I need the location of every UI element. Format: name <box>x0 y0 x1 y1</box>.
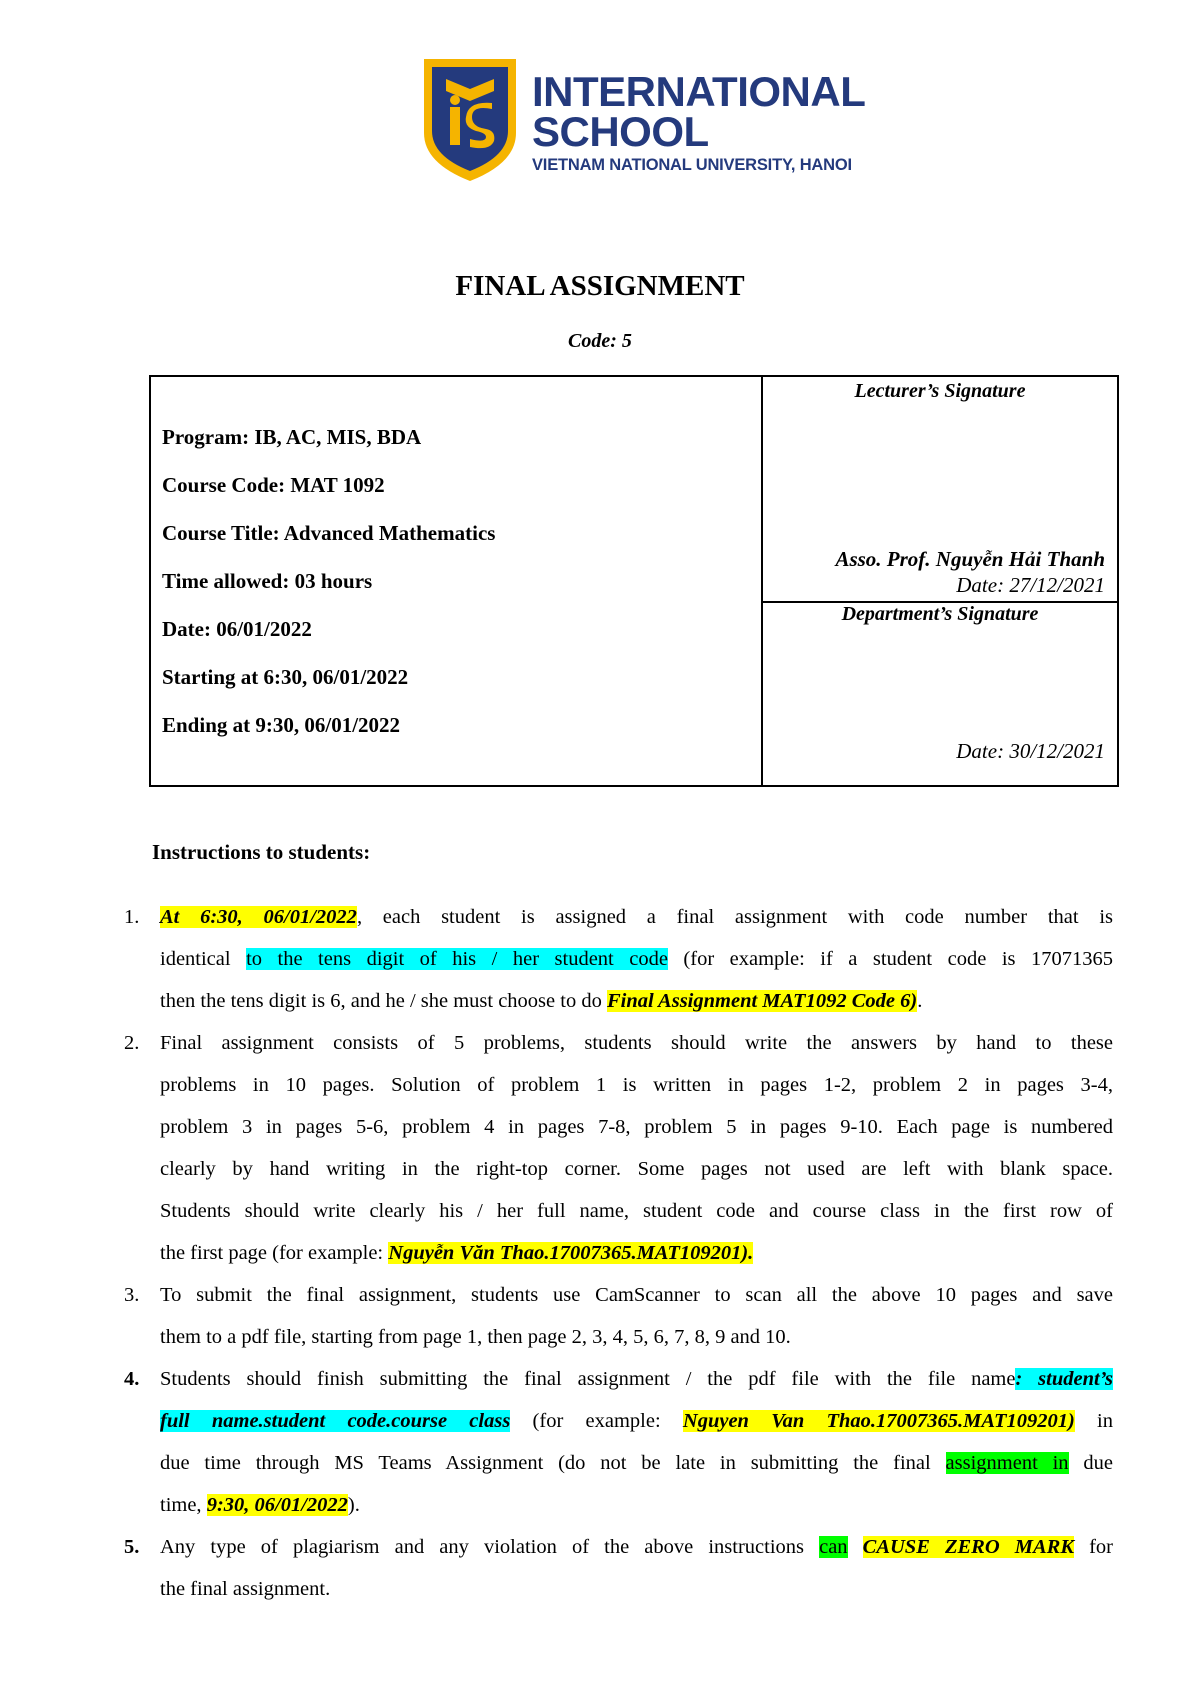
lecturer-name: Asso. Prof. Nguyễn Hải Thanh <box>835 547 1105 571</box>
program-field: Program: IB, AC, MIS, BDA <box>162 425 422 449</box>
department-date: Date: 30/12/2021 <box>956 739 1105 763</box>
instruction-item-3 <box>124 1274 1113 1358</box>
department-signature-cell <box>763 601 1117 785</box>
item-line <box>160 938 1113 980</box>
logo-line-university: VIETNAM NATIONAL UNIVERSITY, HANOI <box>532 156 852 174</box>
item-line: problem 3 in pages 5-6, problem 4 in pages 7-8, problem 5 in pages 9-10. Each page is numbered <box>160 1116 1113 1138</box>
highlight-file-name-format: : student’s <box>1015 1368 1113 1390</box>
item-text: the first page (for example: <box>160 1242 389 1264</box>
instruction-item-1 <box>124 896 1113 1022</box>
item-line <box>160 1232 1113 1274</box>
item-text: (for example: if a student code is 17071365 <box>667 948 1113 970</box>
instructions-heading: Instructions to students: <box>152 840 371 864</box>
item-line <box>160 1484 1113 1526</box>
item-text: for <box>1074 1536 1114 1558</box>
item-text: , each student is assigned a final assignment with code number that is <box>356 906 1113 928</box>
course-code-field: Course Code: MAT 1092 <box>162 473 385 497</box>
ending-field: Ending at 9:30, 06/01/2022 <box>162 713 401 737</box>
item-text: due time through MS Teams Assignment (do not be late in submitting the final <box>160 1452 946 1474</box>
item-text <box>848 1536 863 1558</box>
item-line: Final assignment consists of 5 problems, students should write the answers by hand to these <box>160 1032 1113 1054</box>
item-text: identical <box>160 948 247 970</box>
highlight-example-file: Nguyen Van Thao.17007365.MAT109201) <box>682 1410 1075 1432</box>
item-line <box>160 1442 1113 1484</box>
item-line <box>160 1400 1113 1442</box>
lecturer-signature-cell <box>763 377 1117 603</box>
item-number: 1. <box>124 906 140 928</box>
course-info-cell <box>151 377 763 785</box>
assignment-code: Code: 5 <box>568 330 632 352</box>
item-line: them to a pdf file, starting from page 1, then page 2, 3, 4, 5, 6, 7, 8, 9 and 10. <box>160 1326 791 1348</box>
time-allowed-field: Time allowed: 03 hours <box>162 569 373 593</box>
instruction-item-5 <box>124 1526 1114 1610</box>
item-line <box>160 1358 1113 1400</box>
highlight-file-name-format: full name.student code.course class <box>160 1410 511 1432</box>
highlight-can: can <box>819 1536 848 1558</box>
instruction-item-4 <box>124 1358 1113 1526</box>
highlight-start-time: At 6:30, 06/01/2022 <box>160 906 357 928</box>
starting-field: Starting at 6:30, 06/01/2022 <box>162 665 409 689</box>
item-line: Students should write clearly his / her full name, student code and course class in the first row of <box>160 1200 1113 1222</box>
logo-line-international: INTERNATIONAL <box>532 68 866 115</box>
item-text: ). <box>347 1494 360 1516</box>
item-text: then the tens digit is 6, and he / she must choose to do <box>160 990 607 1012</box>
item-text: Any type of plagiarism and any violation of the above instructions <box>160 1536 820 1558</box>
instruction-item-2 <box>124 1022 1113 1274</box>
highlight-tens-digit: to the tens digit of his / her student code <box>246 948 668 970</box>
highlight-assignment-code: Final Assignment MAT1092 Code 6) <box>606 990 918 1012</box>
item-number: 5. <box>124 1536 140 1558</box>
item-line: the final assignment. <box>160 1578 331 1600</box>
item-line: clearly by hand writing in the right-top corner. Some pages not used are left with blank space. <box>160 1158 1113 1180</box>
highlight-example-name: Nguyễn Văn Thao.17007365.MAT109201). <box>388 1242 754 1264</box>
item-number: 3. <box>124 1284 140 1306</box>
item-line <box>160 980 1113 1022</box>
item-text: in <box>1074 1410 1113 1432</box>
page-title: FINAL ASSIGNMENT <box>455 270 745 302</box>
logo-wordmark <box>532 68 866 174</box>
lecturer-signature-heading: Lecturer’s Signature <box>854 380 1026 402</box>
logo-line-school: SCHOOL <box>532 108 709 155</box>
school-logo <box>420 55 890 195</box>
course-title-field: Course Title: Advanced Mathematics <box>162 521 496 545</box>
item-number: 2. <box>124 1032 140 1054</box>
info-table <box>149 375 1119 787</box>
item-text: time, <box>160 1494 207 1516</box>
highlight-deadline: 9:30, 06/01/2022 <box>206 1494 348 1516</box>
item-line: To submit the final assignment, students use CamScanner to scan all the above 10 pages and save <box>160 1284 1113 1306</box>
item-line: problems in 10 pages. Solution of problem 1 is written in pages 1-2, problem 2 in pages 3-4, <box>160 1074 1113 1096</box>
item-text: . <box>917 990 923 1012</box>
item-text: (for example: <box>510 1410 683 1432</box>
lecturer-date: Date: 27/12/2021 <box>956 573 1105 597</box>
item-number: 4. <box>124 1368 140 1390</box>
item-line <box>160 1526 1113 1568</box>
highlight-zero-mark: CAUSE ZERO MARK <box>862 1536 1074 1558</box>
highlight-assignment-in: assignment in <box>945 1452 1069 1474</box>
signature-column <box>763 377 1117 785</box>
item-text: Students should finish submitting the final assignment / the pdf file with the file name <box>160 1368 1016 1390</box>
date-field: Date: 06/01/2022 <box>162 617 312 641</box>
item-text: due <box>1068 1452 1113 1474</box>
shield-emblem-icon <box>420 55 520 185</box>
item-line <box>160 896 1113 938</box>
department-signature-heading: Department’s Signature <box>841 603 1039 625</box>
